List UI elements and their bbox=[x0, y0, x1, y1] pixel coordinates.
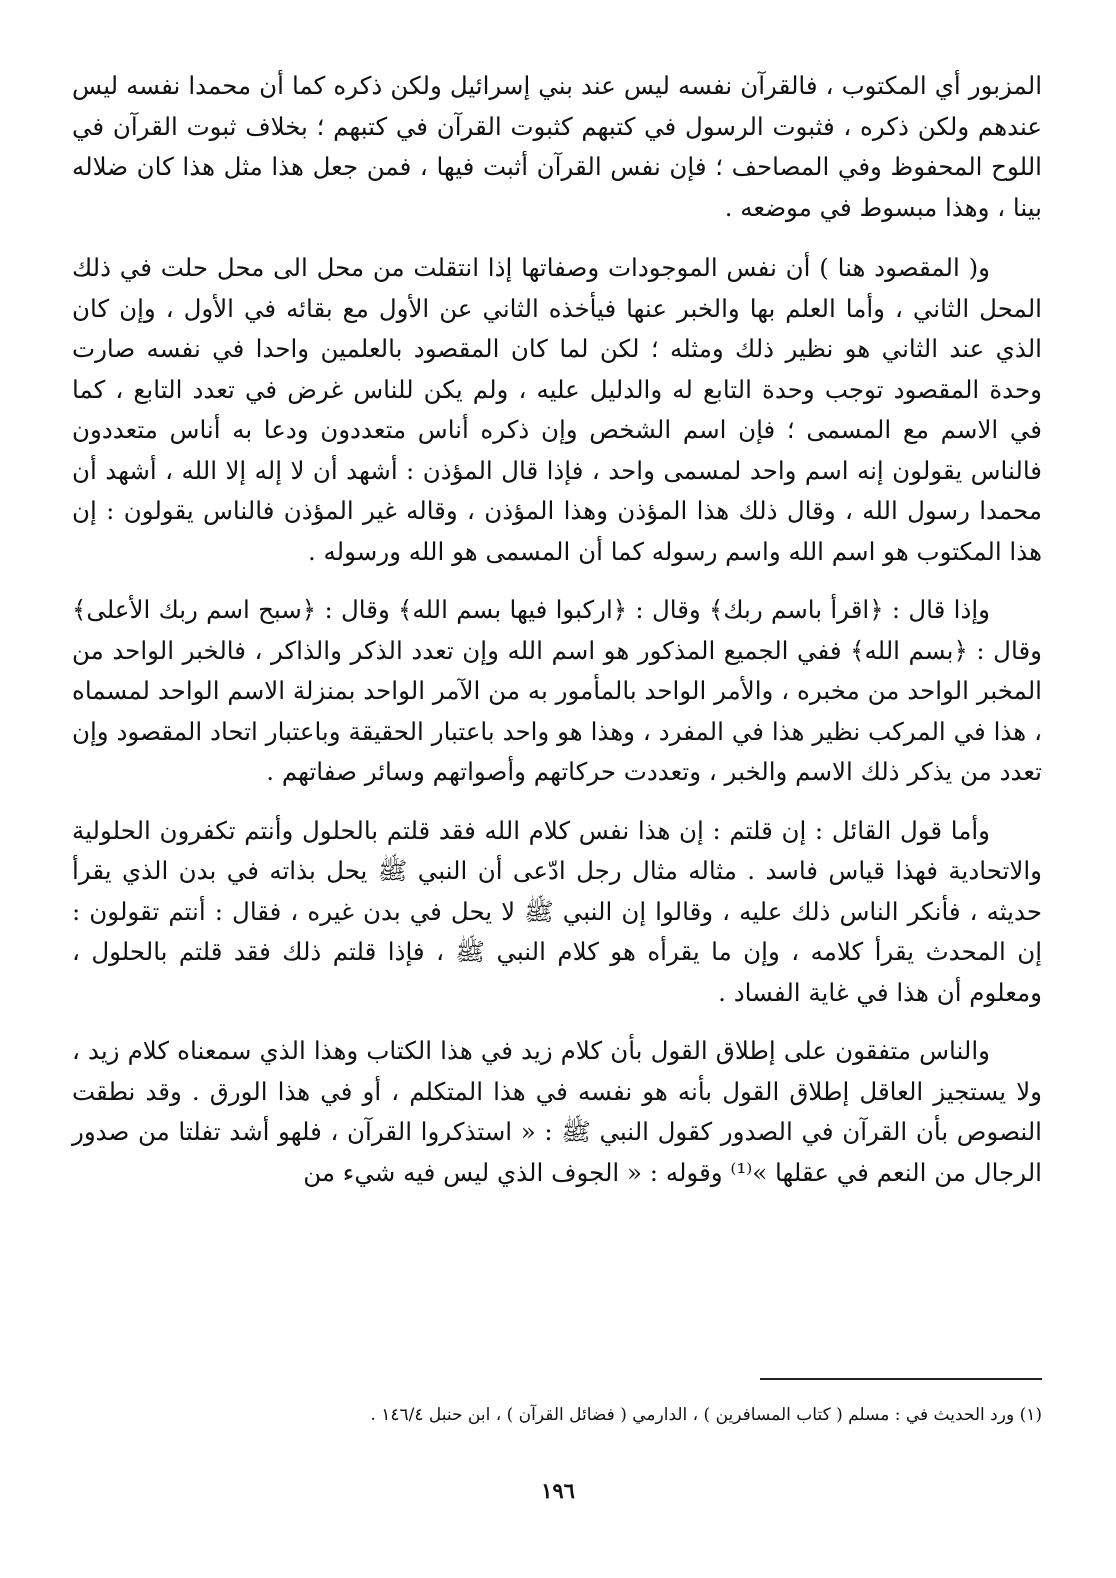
footnote-divider bbox=[760, 1378, 1042, 1380]
paragraph-1: المزبور أي المكتوب ، فالقرآن نفسه ليس عند بني إسرائيل ولكن ذكره كما أن محمدا نفسه ليس عندهم ولكن ذكره ، فثبوت الرسول في كتبهم كثبوت القرآن في كتبهم ؛ بخلاف ثبوت القرآن في اللوح المحفوظ وفي المصاحف ؛ فإن نفس القرآن أثبت فيها ، فمن جعل هذا مثل هذا كان ضلاله بينا ، وهذا مبسوط في موضعه . bbox=[72, 71, 1042, 222]
page-body bbox=[72, 66, 1042, 1193]
paragraph-4: وأما قول القائل : إن قلتم : إن هذا نفس كلام الله فقد قلتم بالحلول وأنتم تكفرون الحلولية والاتحادية فهذا قياس فاسد . مثاله مثال رجل ادّعى أن النبي ﷺ يحل بذاته في بدن الذي يقرأ حديثه ، فأنكر الناس ذلك عليه ، وقالوا إن النبي ﷺ لا يحل في بدن غيره ، فقال : أنتم تقولون : إن المحدث يقرأ كلامه ، وإن ما يقرأه هو كلام النبي ﷺ ، فإذا قلتم ذلك فقد قلتم بالحلول ، ومعلوم أن هذا في غاية الفساد . bbox=[72, 815, 1042, 1007]
paragraph-2: و( المقصود هنا ) أن نفس الموجودات وصفاتها إذا انتقلت من محل الى محل حلت في ذلك المحل الثاني ، وأما العلم بها والخبر عنها فيأخذه الثاني عن الأول مع بقائه في الأول ، وإن كان الذي عند الثاني هو نظير ذلك ومثله ؛ لكن لما كان المقصود بالعلمين واحدا في نفسه صارت وحدة المقصود توجب وحدة التابع له والدليل عليه ، ولم يكن للناس غرض في تعدد التابع ، كما في الاسم مع المسمى ؛ فإن اسم الشخص وإن ذكره أناس متعددون ودعا به أناس متعددون فالناس يقولون إنه اسم واحد لمسمى واحد ، فإذا قال المؤذن : أشهد أن لا إله إلا الله ، أشهد أن محمدا رسول الله ، وقال ذلك هذا المؤذن وهذا المؤذن ، وقاله غير المؤذن فالناس يقولون : إن هذا المكتوب هو اسم الله واسم رسوله كما أن المسمى هو الله ورسوله . bbox=[72, 253, 1042, 566]
paragraph-3: وإذا قال : ﴿اقرأ باسم ربك﴾ وقال : ﴿اركبوا فيها بسم الله﴾ وقال : ﴿سبح اسم ربك الأعلى﴾ وقال : ﴿بسم الله﴾ ففي الجميع المذكور هو اسم الله وإن تعدد الذكر والذاكر ، فالخبر الواحد من المخبر الواحد من مخبره ، والأمر الواحد بالمأمور به من الآمر الواحد بمنزلة الاسم الواحد لمسماه ، هذا في المركب نظير هذا في المفرد ، وهذا هو واحد باعتبار الحقيقة وباعتبار اتحاد المقصود وإن تعدد من يذكر ذلك الاسم والخبر ، وتعددت حركاتهم وأصواتهم وسائر صفاتهم . bbox=[72, 595, 1042, 786]
paragraph-5: والناس متفقون على إطلاق القول بأن كلام زيد في هذا الكتاب وهذا الذي سمعناه كلام زيد ، ولا يستجيز العاقل إطلاق القول بأنه هو نفسه في هذا المتكلم ، أو في هذا الورق . وقد نطقت النصوص بأن القرآن في الصدور كقول النبي ﷺ : « استذكروا القرآن ، فلهو أشد تفلتا من صدور الرجال من النعم في عقلها »⁽¹⁾ وقوله : « الجوف الذي ليس فيه شيء من bbox=[72, 1036, 1042, 1187]
footnote: (١) ورد الحديث في : مسلم ( كتاب المسافرين ) ، الدارمي ( فضائل القرآن ) ، ابن حنبل ١٤٦/٤ . bbox=[370, 1405, 1042, 1425]
page-number: ١٩٦ bbox=[541, 1478, 575, 1503]
